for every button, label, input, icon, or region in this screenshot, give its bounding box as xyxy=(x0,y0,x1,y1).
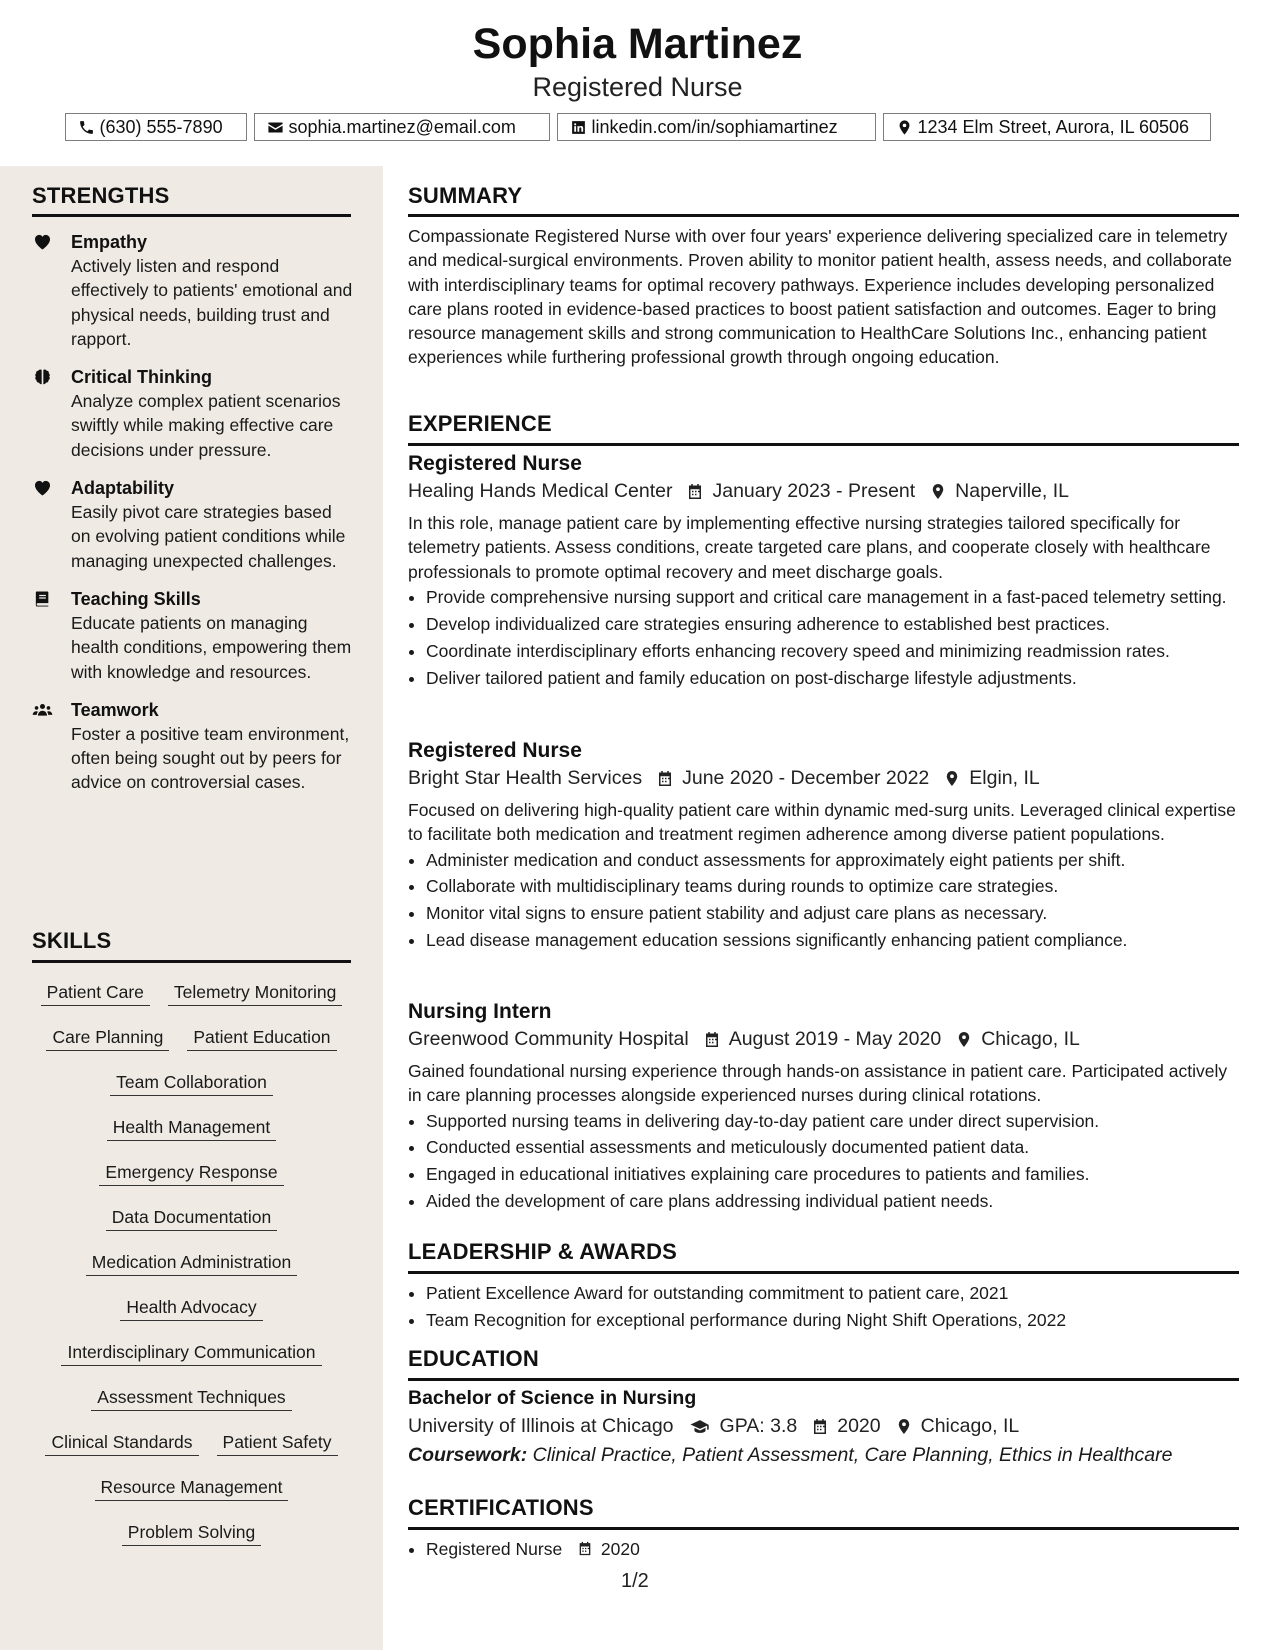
job-company: Healing Hands Medical Center xyxy=(408,480,673,502)
candidate-title: Registered Nurse xyxy=(532,72,743,102)
education-meta xyxy=(408,1415,1239,1438)
job-entry xyxy=(408,1000,1239,1216)
job-description: Focused on delivering high-quality patient care within dynamic med-surg units. Leveraged clinical expertise to facilitate both medication and treatment regimen adherence among diverse patient populations. xyxy=(408,800,1236,845)
job-bullets xyxy=(408,848,1239,953)
users-icon xyxy=(32,700,53,720)
certifications-list xyxy=(408,1537,1257,1564)
strengths-heading: STRENGTHS xyxy=(32,183,170,208)
contact-linkedin-text: linkedin.com/in/sophiamartinez xyxy=(591,116,838,137)
calendar-icon xyxy=(703,1030,721,1049)
strength-item xyxy=(32,698,354,795)
calendar-icon xyxy=(686,482,704,501)
job-company: Bright Star Health Services xyxy=(408,767,643,789)
contact-bar xyxy=(0,113,1275,141)
job-title: Registered Nurse xyxy=(408,739,582,762)
strength-title: Empathy xyxy=(71,232,148,252)
skill-tag: Health Advocacy xyxy=(120,1295,262,1321)
job-bullet: • Supported nursing teams in delivering day-to-day patient care under direct supervision. xyxy=(426,1109,1239,1133)
education-heading: EDUCATION xyxy=(408,1346,539,1371)
job-dates: August 2019 - May 2020 xyxy=(728,1028,942,1050)
strength-item xyxy=(32,230,354,351)
leadership-divider xyxy=(408,1271,1239,1274)
job-meta xyxy=(408,480,1239,503)
award-item: • Patient Excellence Award for outstanding commitment to patient care, 2021 xyxy=(426,1281,1257,1305)
strength-desc: Analyze complex patient scenarios swiftly while making effective care decisions under pressure. xyxy=(71,391,341,460)
coursework xyxy=(408,1444,1239,1467)
school-name: University of Illinois at Chicago xyxy=(408,1415,674,1437)
skills-divider xyxy=(32,960,351,963)
job-company: Greenwood Community Hospital xyxy=(408,1028,689,1050)
map-pin-icon xyxy=(943,769,961,788)
contact-address xyxy=(883,113,1211,141)
job-bullet: • Provide comprehensive nursing support and critical care management in a fast-paced telemetry setting. xyxy=(426,585,1239,609)
calendar-icon xyxy=(577,1540,593,1557)
strength-item xyxy=(32,587,354,684)
contact-email-text: sophia.martinez@email.com xyxy=(288,116,516,137)
gpa: GPA: 3.8 xyxy=(719,1415,798,1437)
job-bullets xyxy=(408,1109,1239,1214)
strength-item xyxy=(32,365,354,462)
map-pin-icon xyxy=(955,1030,973,1049)
resume-header xyxy=(0,0,1275,166)
linkedin-icon xyxy=(570,119,587,136)
strength-desc: Foster a positive team environment, often being sought out by peers for advice on controversial cases. xyxy=(71,723,350,793)
envelope-icon xyxy=(267,119,284,136)
certification-item xyxy=(426,1537,1257,1561)
school-location: Chicago, IL xyxy=(920,1415,1020,1437)
skill-tag: Care Planning xyxy=(46,1025,169,1051)
strength-desc: Actively listen and respond effectively to patients' emotional and physical needs, building trust and rapport. xyxy=(71,256,353,349)
sidebar xyxy=(0,166,383,1650)
job-bullets xyxy=(408,585,1239,690)
job-title: Nursing Intern xyxy=(408,1000,552,1023)
job-description: In this role, manage patient care by implementing effective nursing strategies tailored specifically for telemetry patients. Assess conditions, create targeted care plans, and cooperate closely with healthcare professionals to promote optimal recovery and meet discharge goals. xyxy=(408,513,1211,582)
degree-title: Bachelor of Science in Nursing xyxy=(408,1387,697,1409)
skill-tag: Patient Care xyxy=(41,980,150,1006)
contact-phone-text: (630) 555-7890 xyxy=(99,116,223,137)
graduation-cap-icon xyxy=(688,1417,712,1436)
job-bullet: • Monitor vital signs to ensure patient stability and adjust care plans as necessary. xyxy=(426,901,1239,925)
job-bullet: • Administer medication and conduct assessments for approximately eight patients per shift. xyxy=(426,848,1239,872)
job-bullet: • Engaged in educational initiatives explaining care procedures to patients and families. xyxy=(426,1162,1239,1186)
heart-icon xyxy=(32,232,53,252)
skill-tag: Medication Administration xyxy=(86,1250,297,1276)
skill-tag: Patient Safety xyxy=(217,1430,338,1456)
job-location: Chicago, IL xyxy=(981,1028,1080,1050)
experience-divider xyxy=(408,443,1239,446)
page-number: 1/2 xyxy=(621,1570,649,1592)
job-meta xyxy=(408,767,1239,790)
skill-tag: Team Collaboration xyxy=(110,1070,273,1096)
calendar-icon xyxy=(656,769,674,788)
skills-heading: SKILLS xyxy=(32,928,112,953)
certification-name: Registered Nurse xyxy=(426,1539,563,1559)
education-divider xyxy=(408,1378,1239,1381)
certifications-divider xyxy=(408,1527,1239,1530)
job-bullet: • Develop individualized care strategies ensuring adherence to established best practices. xyxy=(426,612,1239,636)
strength-title: Teaching Skills xyxy=(71,588,201,609)
contact-linkedin[interactable] xyxy=(557,113,876,141)
job-dates: June 2020 - December 2022 xyxy=(682,767,930,789)
map-pin-icon xyxy=(895,1417,913,1436)
strength-title: Adaptability xyxy=(71,478,175,499)
job-location: Naperville, IL xyxy=(955,480,1069,502)
job-bullet: • Lead disease management education sessions significantly enhancing patient compliance. xyxy=(426,928,1239,952)
contact-phone xyxy=(65,113,247,141)
graduation-year: 2020 xyxy=(837,1415,881,1437)
job-bullet: • Collaborate with multidisciplinary teams during rounds to optimize care strategies. xyxy=(426,874,1239,898)
skill-tag: Data Documentation xyxy=(106,1205,278,1231)
skill-tag: Assessment Techniques xyxy=(91,1385,291,1411)
skill-tag: Clinical Standards xyxy=(45,1430,198,1456)
map-pin-icon xyxy=(896,119,913,136)
job-title: Registered Nurse xyxy=(408,452,582,475)
brain-icon xyxy=(32,367,53,387)
job-bullet: • Conducted essential assessments and meticulously documented patient data. xyxy=(426,1135,1239,1159)
leadership-list xyxy=(408,1281,1257,1335)
summary-text: Compassionate Registered Nurse with over four years' experience delivering specialized care in telemetry and medical-surgical environments. Proven ability to monitor patient health, assess needs, and collaborate with interdisciplinary teams for optimal recovery pathways. Experience includes developing personalized care plans rooted in evidence-based practices to boost patient satisfaction and outcomes. Eager to bring resource management skills and strong communication to HealthCare Solutions Inc., enhancing patient experiences while furthering professional growth through ongoing education. xyxy=(408,226,1232,368)
skill-tag: Problem Solving xyxy=(122,1520,261,1546)
job-location: Elgin, IL xyxy=(969,767,1040,789)
skill-tag: Telemetry Monitoring xyxy=(168,980,342,1006)
book-icon xyxy=(32,589,53,609)
summary-heading: SUMMARY xyxy=(408,183,523,208)
strength-item xyxy=(32,476,354,573)
job-bullet: • Coordinate interdisciplinary efforts enhancing recovery speed and minimizing readmission rates. xyxy=(426,639,1239,663)
leadership-heading: LEADERSHIP & AWARDS xyxy=(408,1239,678,1264)
skills-list xyxy=(32,980,351,1565)
strengths-list xyxy=(32,230,354,809)
job-entry xyxy=(408,452,1239,692)
calendar-icon xyxy=(811,1417,829,1436)
candidate-name: Sophia Martinez xyxy=(472,20,803,68)
strengths-divider xyxy=(32,214,351,217)
skill-tag: Health Management xyxy=(107,1115,277,1141)
experience-heading: EXPERIENCE xyxy=(408,411,552,436)
contact-email[interactable] xyxy=(254,113,550,141)
skill-tag: Emergency Response xyxy=(99,1160,283,1186)
coursework-list: Clinical Practice, Patient Assessment, Care Planning, Ethics in Healthcare xyxy=(532,1444,1173,1466)
phone-icon xyxy=(78,119,95,136)
heart-icon xyxy=(32,478,53,498)
certifications-heading: CERTIFICATIONS xyxy=(408,1495,594,1520)
strength-title: Teamwork xyxy=(71,699,159,720)
coursework-label: Coursework: xyxy=(408,1444,528,1466)
education-entry xyxy=(408,1387,1239,1467)
map-pin-icon xyxy=(929,482,947,501)
job-meta xyxy=(408,1028,1239,1051)
strength-desc: Easily pivot care strategies based on evolving patient conditions while managing unexpected challenges. xyxy=(71,502,346,571)
strength-desc: Educate patients on managing health conditions, empowering them with knowledge and resources. xyxy=(71,612,352,682)
strength-title: Critical Thinking xyxy=(71,367,213,388)
job-entry xyxy=(408,739,1239,955)
skill-tag: Resource Management xyxy=(95,1475,289,1501)
skill-tag: Interdisciplinary Communication xyxy=(61,1340,321,1366)
certification-year: 2020 xyxy=(600,1539,640,1559)
job-bullet: • Aided the development of care plans addressing individual patient needs. xyxy=(426,1189,1239,1213)
job-bullet: • Deliver tailored patient and family education on post-discharge lifestyle adjustments. xyxy=(426,666,1239,690)
skill-tag: Patient Education xyxy=(187,1025,336,1051)
award-item: • Team Recognition for exceptional performance during Night Shift Operations, 2022 xyxy=(426,1308,1257,1332)
job-dates: January 2023 - Present xyxy=(712,480,916,502)
job-description: Gained foundational nursing experience through hands-on assistance in patient care. Participated actively in care planning processes alongside experienced nurses during clinical rotations. xyxy=(408,1061,1228,1106)
summary-divider xyxy=(408,214,1239,217)
contact-address-text: 1234 Elm Street, Aurora, IL 60506 xyxy=(917,116,1190,137)
